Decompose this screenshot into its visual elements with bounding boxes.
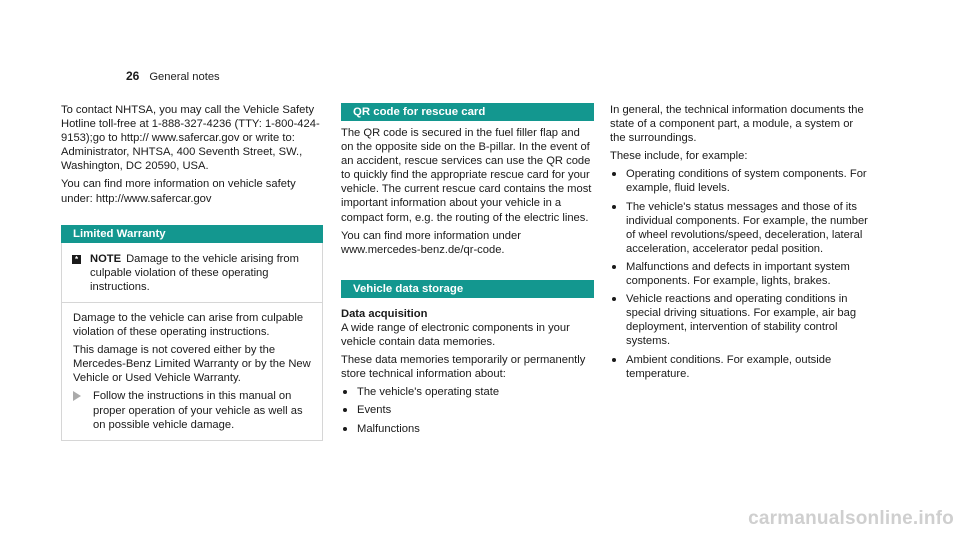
column-2 [341, 103, 594, 440]
data-acquisition-paragraph: These data memories temporarily or permanently store technical information about: [341, 354, 586, 381]
column-3 [610, 103, 870, 385]
limited-warranty-heading: Limited Warranty [61, 225, 323, 243]
list-item-text: Vehicle reactions and operating conditions in special driving situations. For example, air bag deployment, intervention of stability control systems. [626, 293, 857, 348]
action-text: Follow the instructions in this manual on proper operation of your vehicle as well as on possible vehicle damage. [93, 390, 303, 431]
list-item [610, 260, 870, 288]
qr-paragraph: The QR code is secured in the fuel filler flap and on the opposite side on the B-pillar. In the event of an accident, rescue services can use the QR code to quickly find the appropriate rescue card for your vehicle. The current rescue card contains the most important information about your vehicle in a compact form, e.g. the routing of the electric lines. [341, 127, 592, 224]
bullet-icon [343, 427, 347, 431]
bullet-icon [612, 205, 616, 209]
note-body-paragraph: Damage to the vehicle can arise from culpable violation of these operating instructions. [73, 311, 304, 339]
list-item [610, 292, 870, 348]
list-item-text: Malfunctions [357, 422, 420, 435]
section-title: General notes [149, 71, 220, 83]
note-text: Damage to the vehicle arising from culpable violation of these operating instructions. [90, 252, 299, 293]
note-header [62, 243, 322, 302]
page-number: 26 [126, 69, 140, 83]
list-item-text: Ambient conditions. For example, outside temperature. [626, 353, 832, 380]
vehicle-data-storage-heading: Vehicle data storage [341, 280, 594, 298]
data-acquisition-paragraph: A wide range of electronic components in your vehicle contain data memories. [341, 321, 570, 349]
qr-link-paragraph: You can find more information under www.mercedes-benz.de/qr-code. [341, 229, 521, 256]
technical-info-paragraph: In general, the technical information documents the state of a component part, a module, a system or the surroundings. [610, 104, 864, 145]
bullet-icon [612, 297, 616, 301]
play-arrow-icon [73, 391, 81, 401]
note-asterisk-icon: * [72, 255, 81, 264]
list-item-text: Operating conditions of system components. For example, fluid levels. [626, 168, 867, 195]
list-item [610, 167, 870, 195]
bullet-icon [343, 390, 347, 394]
list-item [341, 403, 594, 417]
examples-list [610, 167, 870, 380]
list-item [610, 200, 870, 256]
list-item [341, 422, 594, 436]
list-item-text: Malfunctions and defects in important system components. For example, lights, brakes. [626, 260, 850, 288]
note-text-wrap [90, 252, 314, 294]
safety-info-paragraph: You can find more information on vehicle safety under: http://www.safercar.gov [61, 178, 296, 205]
note-title: NOTE [90, 252, 122, 265]
data-acquisition-title: Data acquisition [341, 307, 428, 320]
watermark: carmanualsonline.info [625, 505, 960, 533]
bullet-icon [612, 172, 616, 176]
list-item [610, 353, 870, 381]
list-item-text: Events [357, 404, 392, 417]
note-body [62, 302, 322, 440]
examples-lead: These include, for example: [610, 150, 748, 163]
bullet-icon [343, 408, 347, 412]
list-item-text: The vehicle's status messages and those of its individual components. For example, the number of wheel revolutions/speed, deceleration, lateral acceleration, accelerator pedal position. [626, 200, 868, 255]
page-header [126, 69, 220, 85]
note-body-paragraph: This damage is not covered either by the Mercedes-Benz Limited Warranty or by the New Vehicle or Used Vehicle Warranty. [73, 344, 311, 385]
bullet-icon [612, 265, 616, 269]
bullet-icon [612, 358, 616, 362]
note-box [61, 243, 323, 441]
action-step [73, 389, 314, 431]
column-1 [61, 103, 323, 441]
list-item [341, 385, 594, 399]
list-item-text: The vehicle's operating state [357, 386, 500, 399]
qr-code-heading: QR code for rescue card [341, 103, 594, 121]
data-memory-list [341, 385, 594, 435]
nhtsa-contact-paragraph: To contact NHTSA, you may call the Vehicle Safety Hotline toll-free at 1-888-327-4236 (TTY: 1-800-424-9153);go to http:// www.safercar.gov or write to: Administrator, NHTSA, 400 Seventh Street, SW., Washington, DC 20590, USA. [61, 104, 320, 173]
